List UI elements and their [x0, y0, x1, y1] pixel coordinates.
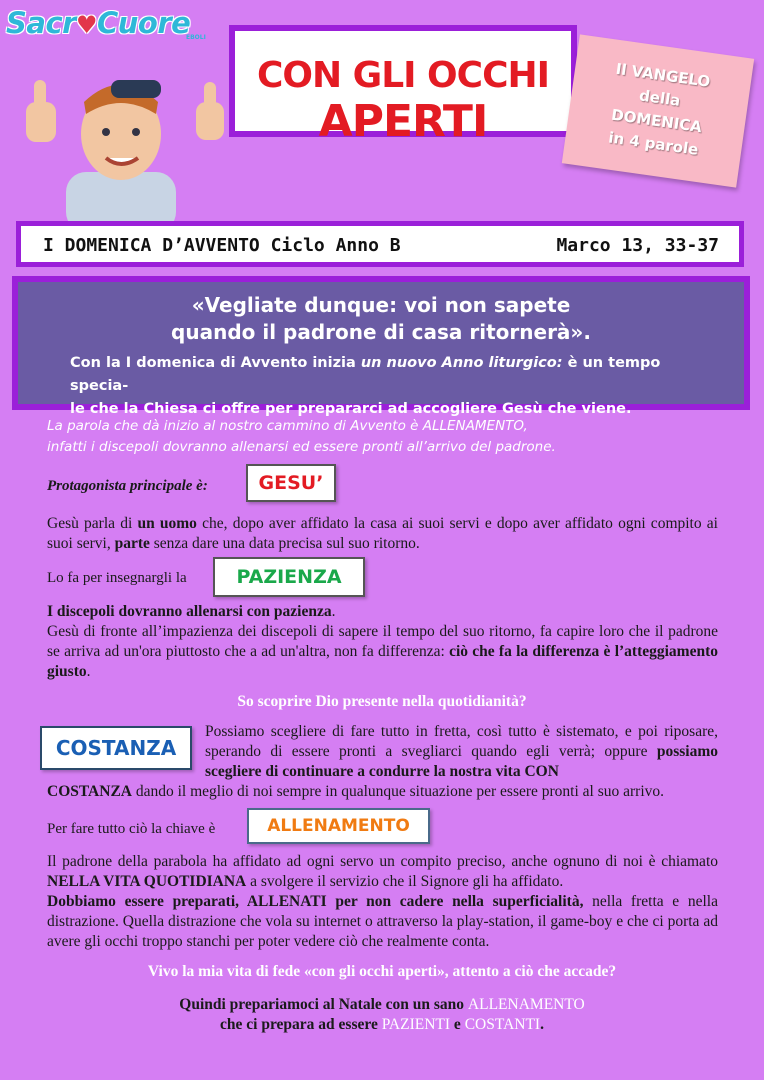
- title-banner: [229, 25, 577, 147]
- reflection-question-two: Vivo la mia vita di fede «con gli occhi aperti», attento a ciò che accade?: [147, 963, 617, 980]
- heart-icon: ♥: [75, 11, 97, 39]
- child-thumbs-up-illustration: [26, 62, 226, 222]
- note-line: DOMENICA: [610, 105, 703, 137]
- gospel-quote: «Vegliate dunque: voi non sapete quando il padrone di casa ritornerà».: [171, 293, 591, 344]
- keyword-pazienza: PAZIENZA: [213, 557, 365, 597]
- paragraph-two: I discepoli dovranno allenarsi con pazienza. Gesù di fronte all’impazienza dei discepoli di sapere il tempo del suo ritorno, fa capire loro che il padrone se arriva ad un'ora piuttosto che a ad un'altra, non fa differenza: ciò che fa la differenza è l’atteggiamento giusto.: [47, 603, 718, 680]
- keyword-gesu: GESU’: [246, 464, 336, 502]
- note-line: in 4 parole: [607, 128, 700, 159]
- quote-description: Con la I domenica di Avvento inizia un nuovo Anno liturgico: è un tempo specia- le che la Chiesa ci offre per prepararci ad accogliere Gesù che viene.: [70, 355, 661, 417]
- gospel-note-card: [562, 34, 754, 187]
- gospel-reference: Marco 13, 33-37: [556, 235, 719, 256]
- protagonist-label: Protagonista principale è:: [47, 478, 208, 494]
- paragraph-one: Gesù parla di un uomo che, dopo aver affidato la casa ai suoi servi e dopo aver affidato ogni compito ai suoi servi, parte senza dare una data precisa sul suo ritorno.: [47, 515, 718, 552]
- paragraph-three: Il padrone della parabola ha affidato ad ogni servo un compito preciso, anche ognuno di noi è chiamato NELLA VITA QUOTIDIANA a svolgere il servizio che il Signore gli ha affidato. Dobbiamo essere preparati, ALLENATI per non cadere nella superficialità, nella fretta e nella distrazione. Quella distrazione che vola su internet o attraverso la play-station, il game-boy e che ci porta ad avere gli occhi troppo stanchi per poter vedere ciò che realmente conta.: [47, 853, 718, 950]
- sunday-label: I DOMENICA D’AVVENTO Ciclo Anno B: [43, 235, 401, 256]
- gospel-quote-box: [12, 276, 750, 417]
- paragraph-constancy-end: COSTANZA dando il meglio di noi sempre in qualunque situazione per essere pronti al suo arrivo.: [47, 783, 665, 800]
- note-line: della: [638, 86, 682, 110]
- main-title: CON GLI OCCHI APERTI: [256, 55, 550, 147]
- closing-line-one: Quindi prepariamoci al Natale con un sano ALLENAMENTO: [179, 996, 585, 1013]
- logo-subtitle: EBOLI: [186, 34, 206, 41]
- closing-line-two: che ci prepara ad essere PAZIENTI e COSTANTI.: [220, 1016, 544, 1033]
- sunday-header-bar: [16, 221, 744, 267]
- keyword-allenamento: ALLENAMENTO: [247, 808, 430, 844]
- reflection-question-one: So scoprire Dio presente nella quotidianità?: [237, 693, 527, 710]
- paragraph-constancy: Possiamo scegliere di fare tutto in fretta, così tutto è sistemato, e poi riposare, sperando di essere pronti a svegliarci quando egli verrà; oppure possiamo scegliere di continuare a condurre la nostra vita CON: [205, 723, 718, 780]
- logo: Sacr♥Cuore: [6, 6, 191, 40]
- note-line: Il VANGELO: [614, 59, 712, 91]
- intro-text: La parola che dà inizio al nostro cammino di Avvento è ALLENAMENTO, infatti i discepoli dovranno allenarsi ed essere pronti all’arrivo del padrone.: [47, 418, 556, 455]
- patience-label: Lo fa per insegnargli la: [47, 570, 187, 586]
- keyword-costanza: COSTANZA: [40, 726, 192, 770]
- training-label: Per fare tutto ciò la chiave è: [47, 821, 216, 837]
